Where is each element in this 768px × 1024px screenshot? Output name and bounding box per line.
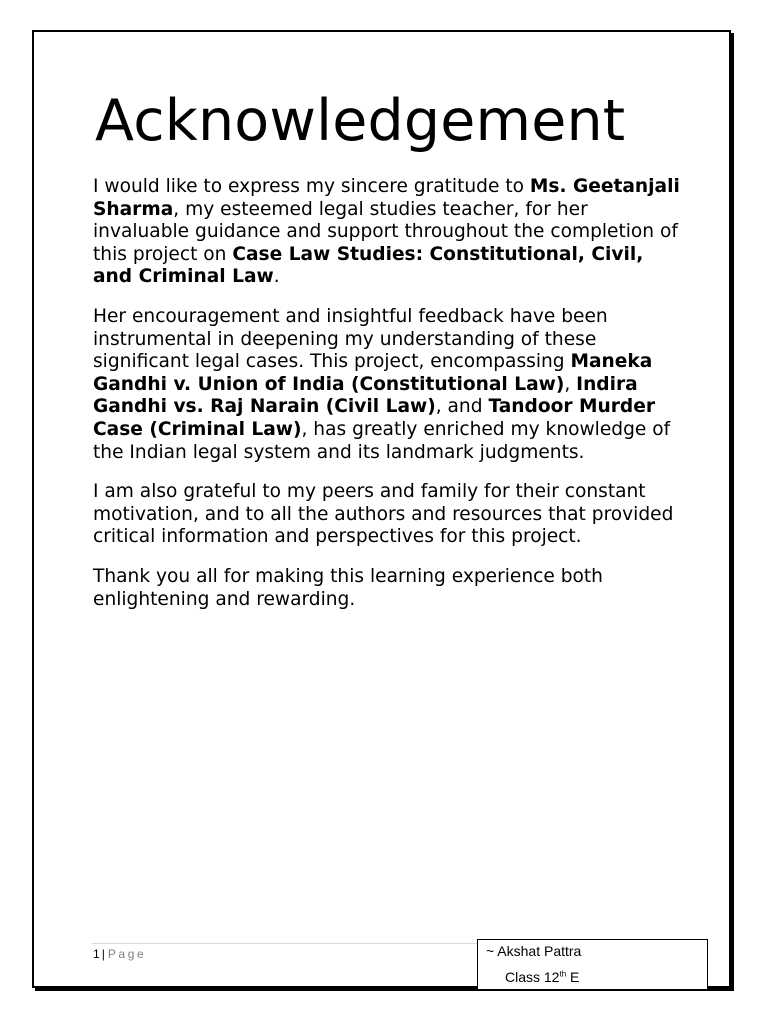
paragraph-2-text-2: ,	[564, 373, 577, 395]
paragraph-4: Thank you all for making this learning experience both enlightening and rewarding.	[93, 565, 603, 610]
paragraph-1-text-3: .	[273, 266, 280, 288]
teacher-name: Ms. Geetanjali Sharma	[93, 176, 680, 220]
page-number-separator: |	[101, 947, 105, 961]
page-label: Page	[107, 947, 147, 961]
paragraph-3: I am also grateful to my peers and family for their constant motivation, and to all the authors and resources that provided critical information and perspectives for this project.	[93, 481, 674, 548]
paragraph-2-text-3: , and	[435, 396, 489, 418]
paragraph-2	[93, 306, 683, 464]
project-title: Case Law Studies: Constitutional, Civil, and Criminal Law	[93, 243, 644, 288]
case-civil: Indira Gandhi vs. Raj Narain (Civil Law)	[93, 373, 638, 418]
paragraph-1-text-2: , my esteemed legal studies teacher, for her invaluable guidance and support throughout the completion of this project on	[93, 198, 678, 265]
paragraph-1-text-1: I would like to express my sincere gratitude to	[93, 176, 530, 197]
class-superscript: th	[559, 969, 567, 979]
paragraph-2-text-1: Her encouragement and insightful feedback have been instrumental in deepening my understanding of these significant legal cases. This project, encompassing	[93, 305, 608, 373]
class-section: E	[566, 969, 580, 985]
student-class	[505, 969, 579, 986]
paragraph-1	[93, 176, 683, 289]
case-constitutional: Maneka Gandhi v. Union of India (Constitutional Law)	[93, 351, 653, 395]
student-name: ~ Akshat Pattra	[486, 943, 582, 959]
paragraph-2-text-4: , has greatly enriched my knowledge of the Indian legal system and its landmark judgments.	[93, 418, 671, 463]
footer-rule	[92, 943, 478, 944]
case-criminal: Tandoor Murder Case (Criminal Law)	[93, 396, 656, 440]
page-number	[93, 946, 146, 962]
class-prefix: Class 12	[505, 969, 560, 985]
page-number-value: 1	[93, 947, 100, 961]
document-body	[93, 176, 683, 628]
page-title: Acknowledgement	[95, 88, 626, 154]
signature-box	[477, 939, 708, 990]
